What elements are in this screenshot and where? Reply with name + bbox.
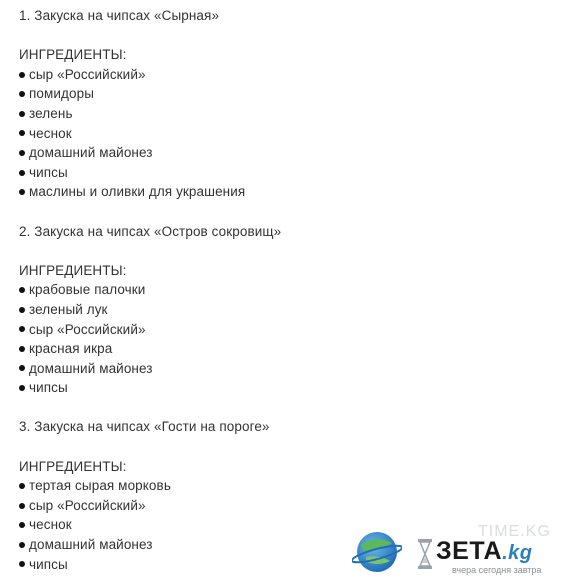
ingredient-label: чипсы — [29, 380, 68, 396]
recipe-section — [19, 222, 559, 418]
ingredient-label: чипсы — [29, 164, 68, 180]
bullet-icon — [19, 385, 25, 391]
recipe-title: 1. Закуска на чипсах «Сырная» — [19, 8, 220, 23]
recipe-title: 2. Закуска на чипсах «Остров сокровищ» — [19, 223, 282, 239]
bullet-icon — [19, 189, 25, 195]
ingredient-label: тертая сырая морковь — [29, 478, 171, 494]
bullet-icon — [19, 72, 25, 78]
spacer — [19, 437, 559, 457]
ingredient-label: чеснок — [29, 517, 72, 533]
spacer — [19, 26, 559, 46]
bullet-icon — [19, 365, 25, 371]
watermark-brand — [436, 537, 533, 566]
ingredient-label: маслины и оливки для украшения — [29, 184, 246, 200]
bullet-icon — [19, 111, 25, 117]
ingredients-heading: ИНГРЕДИЕНТЫ: — [19, 458, 127, 474]
ingredient-label: чипсы — [29, 556, 68, 572]
ingredient-item — [19, 339, 559, 359]
recipe-section — [19, 6, 559, 222]
watermark-tagline: вчера сегодня завтра — [452, 565, 542, 575]
bullet-icon — [19, 503, 25, 509]
ingredient-label: зелень — [29, 105, 73, 121]
ingredient-item — [19, 320, 559, 340]
site-watermark-logo — [352, 523, 567, 579]
bullet-icon — [19, 483, 25, 489]
ingredient-item — [19, 65, 559, 85]
ingredient-label: домашний майонез — [29, 537, 153, 553]
ingredient-label: помидоры — [29, 86, 95, 102]
ingredient-label: сыр «Российский» — [29, 66, 146, 82]
bullet-icon — [19, 150, 25, 156]
ingredient-item — [19, 104, 559, 124]
ingredient-label: домашний майонез — [29, 360, 153, 376]
recipe-title: 3. Закуска на чипсах «Гости на пороге» — [19, 419, 270, 435]
bullet-icon — [19, 561, 25, 567]
ingredient-item — [19, 300, 559, 320]
ingredients-heading: ИНГРЕДИЕНТЫ: — [19, 47, 127, 63]
ingredient-label: чеснок — [29, 125, 72, 141]
spacer — [19, 241, 559, 261]
watermark-brand-tld: .kg — [502, 542, 533, 564]
watermark-brand-name: ЗЕТА — [436, 537, 503, 565]
ingredients-heading: ИНГРЕДИЕНТЫ: — [19, 262, 127, 278]
ingredient-item — [19, 496, 559, 516]
ingredient-item — [19, 124, 559, 144]
ingredient-label: красная икра — [29, 341, 113, 357]
spacer — [19, 202, 559, 222]
ingredient-label: сыр «Российский» — [29, 497, 146, 513]
ingredient-item — [19, 280, 559, 300]
watermark-ghost-text: TIME.KG — [478, 523, 551, 540]
hourglass-icon — [418, 539, 432, 569]
recipe-document — [19, 6, 559, 574]
ingredient-item — [19, 182, 559, 202]
ingredient-label: крабовые палочки — [29, 282, 146, 298]
ingredient-item — [19, 476, 559, 496]
ingredient-label: сыр «Российский» — [29, 321, 146, 337]
bullet-icon — [19, 326, 25, 332]
bullet-icon — [19, 287, 25, 293]
ingredient-item — [19, 163, 559, 183]
bullet-icon — [19, 307, 25, 313]
bullet-icon — [19, 522, 25, 528]
bullet-icon — [19, 170, 25, 176]
bullet-icon — [19, 542, 25, 548]
ingredient-item — [19, 84, 559, 104]
spacer — [19, 398, 559, 418]
ingredient-label: домашний майонез — [29, 145, 153, 161]
bullet-icon — [19, 130, 25, 136]
ingredient-label: зеленый лук — [29, 301, 108, 317]
bullet-icon — [19, 346, 25, 352]
ingredient-item — [19, 359, 559, 379]
globe-icon — [352, 527, 402, 577]
bullet-icon — [19, 91, 25, 97]
ingredient-item — [19, 378, 559, 398]
ingredient-item — [19, 143, 559, 163]
